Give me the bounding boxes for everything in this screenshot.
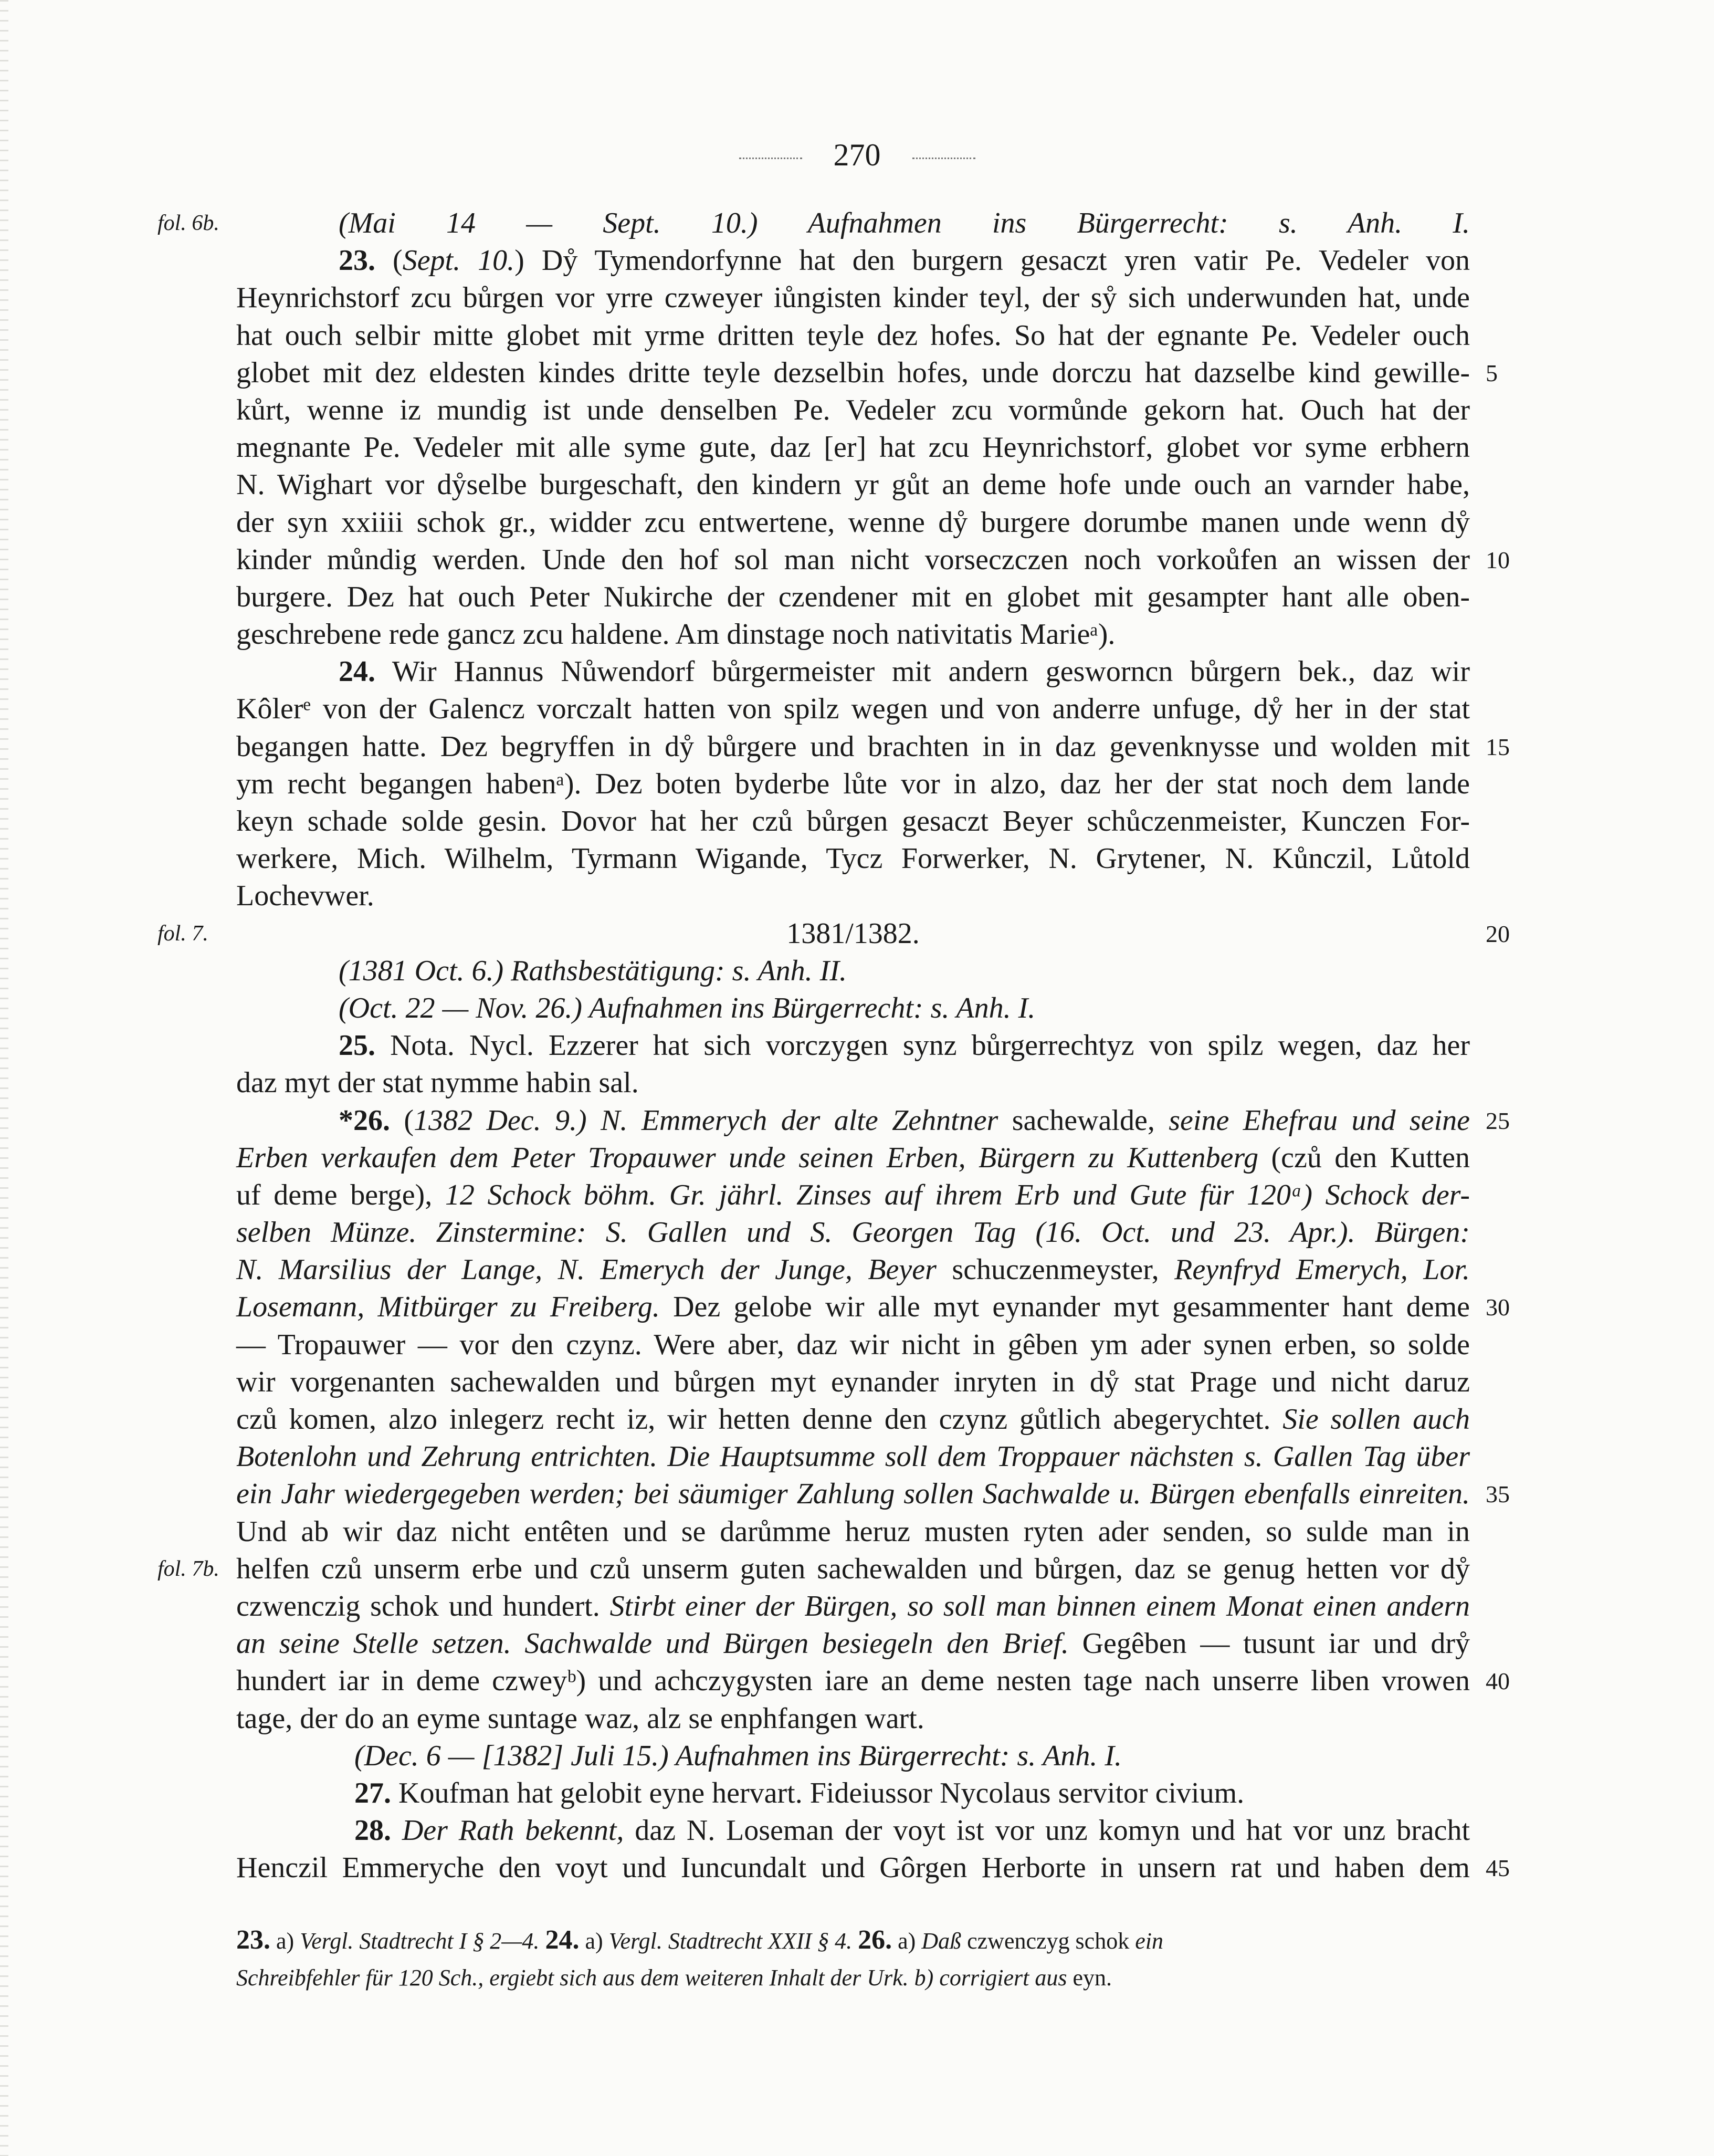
- text-run: 12 Schock böhm. Gr. jährl. Zinses auf ihrem Erb und Gute für 120ᵃ) Schock der-: [445, 1178, 1470, 1211]
- text-line: [236, 504, 1470, 541]
- text-run: selben Münze. Zinstermine: S. Gallen und S. Georgen Tag (16. Oct. und 23. Apr.). Bürgen:: [236, 1216, 1470, 1249]
- text-line: [236, 877, 1470, 915]
- text-run: N. Marsilius der Lange, N. Emerych der Junge, Beyer: [236, 1253, 937, 1286]
- text-line: [236, 1588, 1470, 1625]
- text-run: Und ab wir daz nicht entêten und se darůmme heruz musten ryten ader senden, so sulde man in: [236, 1515, 1470, 1548]
- entry-number: 25.: [339, 1029, 375, 1062]
- text-run: helfen czů unserm erbe und czů unserm guten sachewalden und bůrgen, daz se genug hetten vor dẙ: [236, 1552, 1470, 1585]
- text-line: [236, 541, 1510, 579]
- line-number: 5: [1486, 359, 1498, 386]
- text-line: [236, 653, 1470, 690]
- text-line: [236, 1812, 1470, 1849]
- line-number: 20: [1486, 920, 1510, 947]
- text-run: seine Ehefrau und seine: [1169, 1104, 1470, 1137]
- text-line: [236, 1775, 1470, 1812]
- text-run: (Mai 14 — Sept. 10.) Aufnahmen ins Bürgerrecht: s. Anh. I.: [339, 207, 1470, 239]
- text-line: [236, 803, 1470, 840]
- text-run: Nota. Nycl. Ezzerer hat sich vorczygen synz bůrgerrechtyz von spilz wegen, daz her: [375, 1029, 1470, 1062]
- line-number: 10: [1486, 546, 1510, 573]
- text-run: Heynrichstorf zcu bůrgen vor yrre czweyer iůngisten kinder teyl, der sẙ sich underwunden hat, unde: [236, 281, 1470, 315]
- folio-marker: fol. 6b.: [157, 211, 219, 235]
- footnote-run: a): [270, 1928, 300, 1954]
- text-line: [157, 1551, 1470, 1588]
- footnote-run: Schreibfehler für 120 Sch., ergiebt sich aus dem weiteren Inhalt der Urk. b) corrigiert aus: [236, 1965, 1067, 1991]
- footnote-run: Daß: [921, 1928, 962, 1954]
- text-run: Koufman hat gelobit eyne hervart. Fideiussor Nycolaus servitor civium.: [391, 1776, 1245, 1809]
- text-run: daz myt der stat nymme habin sal.: [236, 1066, 639, 1100]
- text-line: [236, 766, 1470, 803]
- text-run: an seine Stelle setzen. Sachwalde und Bürgen besiegeln den Brief.: [236, 1627, 1069, 1660]
- text-run: Lochevwer.: [236, 880, 374, 913]
- text-run: der syn xxiiii schok gr., widder zcu entwertene, wenne dẙ burgere dorumbe manen unde wenn dẙ: [236, 506, 1470, 539]
- text-run: daz N. Loseman der voyt ist vor unz komyn und hat vor unz bracht: [624, 1814, 1470, 1847]
- text-line: [236, 579, 1470, 616]
- text-run: keyn schade solde gesin. Dovor hat her czů bůrgen gesaczt Beyer schůczenmeister, Kunczen For-: [236, 805, 1470, 838]
- text-run: (: [390, 1104, 414, 1137]
- entry-number: *26.: [339, 1104, 390, 1137]
- text-run: czwenczig schok und hundert.: [236, 1589, 610, 1623]
- text-run: tage, der do an eyme suntage waz, alz se enphfangen wart.: [236, 1702, 924, 1735]
- line-number: 35: [1486, 1481, 1510, 1508]
- footnote-run: czwenczyg schok: [961, 1928, 1135, 1954]
- text-line: [236, 466, 1470, 504]
- footnote-run: [539, 1928, 545, 1954]
- text-run: schuczenmeyster,: [936, 1253, 1175, 1286]
- text-line: [236, 317, 1470, 354]
- text-run: Gegêben — tusunt iar und drẙ: [1068, 1627, 1470, 1660]
- folio-marker: fol. 7b.: [157, 1556, 219, 1581]
- text-line: [236, 1662, 1510, 1700]
- text-run: 1382 Dec. 9.) N. Emmerych der alte Zehntner: [414, 1104, 998, 1137]
- text-line: [236, 242, 1470, 279]
- text-run: — Tropauwer — vor den czynz. Were aber, daz wir nicht in gêben ym ader synen erben, so solde: [236, 1328, 1470, 1361]
- text-line: [236, 840, 1470, 877]
- entry-number: 28.: [354, 1814, 391, 1847]
- footnote-run: Vergl. Stadtrecht I § 2—4.: [300, 1928, 540, 1954]
- line-number: 40: [1486, 1668, 1510, 1695]
- text-line: [236, 392, 1470, 429]
- text-run: geschrebene rede gancz zcu haldene. Am dinstage noch nativitatis Marieᵃ).: [236, 618, 1116, 651]
- line-number: 25: [1486, 1107, 1510, 1134]
- scan-edge: [0, 0, 8, 2156]
- text-line: [157, 915, 1510, 953]
- footnote-run: Vergl. Stadtrecht XXII § 4.: [608, 1928, 853, 1954]
- text-line: [236, 728, 1510, 766]
- text-run: kinder můndig werden. Unde den hof sol man nicht vorseczczen noch vorkoůfen an wissen der: [236, 543, 1470, 576]
- text-run: Sie sollen auch: [1282, 1403, 1470, 1436]
- folio-marker: fol. 7.: [157, 921, 208, 946]
- text-line: [236, 1289, 1510, 1326]
- text-line: [236, 1139, 1470, 1177]
- text-line: [236, 1251, 1470, 1289]
- text-run: Reynfryd Emerych, Lor.: [1174, 1253, 1470, 1286]
- footnote-line: [236, 1922, 1470, 1960]
- text-run: N. Wighart vor dẙselbe burgeschaft, den kindern yr gůt an deme hofe unde ouch an varnder habe,: [236, 468, 1470, 501]
- text-run: hundert iar in deme czweyᵇ) und achczygysten iare an deme nesten tage nach unserre liben vrowen: [236, 1665, 1470, 1698]
- footnote-run: 23.: [236, 1925, 270, 1955]
- text-line: [236, 1738, 1470, 1775]
- footnote-run: 26.: [858, 1925, 892, 1955]
- header-rule-right: [912, 158, 975, 159]
- text-run: Henczil Emmeryche den voyt und Iuncundalt und Gôrgen Herborte in unsern rat und haben dem: [236, 1851, 1470, 1885]
- text-run: werkere, Mich. Wilhelm, Tyrmann Wigande, Tycz Forwerker, N. Grytener, N. Kůnczil, Lůtold: [236, 842, 1470, 875]
- footnote-run: ein: [1135, 1928, 1163, 1954]
- text-run: Erben verkaufen dem Peter Tropauwer unde seinen Erben, Bürgern zu Kuttenberg: [236, 1141, 1259, 1174]
- text-run: 1381/1382.: [786, 917, 920, 950]
- text-run: burgere. Dez hat ouch Peter Nukirche der czendener mit en globet mit gesampter hant alle oben-: [236, 580, 1470, 613]
- text-line: [236, 1214, 1470, 1251]
- text-run: (: [375, 244, 403, 277]
- text-line: [236, 1438, 1470, 1475]
- header-rule-left: [739, 158, 802, 159]
- entry-number: 24.: [339, 655, 375, 688]
- text-line: [236, 354, 1498, 392]
- text-run: megnante Pe. Vedeler mit alle syme gute, daz [er] hat zcu Heynrichstorf, globet vor syme erbhern: [236, 431, 1470, 464]
- text-line: [236, 1625, 1470, 1662]
- page-header: [0, 134, 1714, 176]
- text-line: [236, 1027, 1470, 1064]
- text-run: Dez gelobe wir alle myt eynander myt gesammenter hant deme: [659, 1291, 1470, 1324]
- text-line: [236, 1102, 1510, 1139]
- text-line: [236, 1326, 1470, 1364]
- text-run: ym recht begangen habenᵃ). Dez boten byderbe lůte vor in alzo, daz her der stat noch dem lande: [236, 767, 1470, 800]
- text-run: (czů den Kutten: [1258, 1141, 1470, 1174]
- text-run: (1381 Oct. 6.) Rathsbestätigung: s. Anh. II.: [339, 954, 847, 987]
- text-line: [236, 1513, 1470, 1551]
- footnotes: [236, 1922, 1470, 1996]
- text-line: [236, 1364, 1470, 1401]
- document-body: [157, 205, 1510, 1887]
- text-line: [236, 953, 1470, 990]
- page-number: 270: [833, 138, 881, 172]
- text-run: kůrt, wenne iz mundig ist unde denselben Pe. Vedeler zcu vormůnde gekorn hat. Ouch hat der: [236, 393, 1470, 426]
- footnote-run: [852, 1928, 858, 1954]
- text-run: Stirbt einer der Bürgen, so soll man binnen einem Monat einen andern: [609, 1589, 1470, 1623]
- text-run: Kôlerᵉ von der Galencz vorczalt hatten von spilz wegen und von anderre unfuge, dẙ her in der stat: [236, 693, 1470, 726]
- entry-number: 23.: [339, 244, 375, 277]
- text-run: hat ouch selbir mitte globet mit yrme dritten teyle dez hofes. So hat der egnante Pe. Vedeler ouch: [236, 319, 1470, 352]
- text-run: (Oct. 22 — Nov. 26.) Aufnahmen ins Bürgerrecht: s. Anh. I.: [339, 991, 1036, 1024]
- footnote-run: eyn.: [1067, 1965, 1112, 1991]
- text-line: [236, 1177, 1470, 1214]
- text-run: [391, 1814, 402, 1847]
- footnote-line: [236, 1960, 1470, 1996]
- text-run: begangen hatte. Dez begryffen in dẙ bůrgere und brachten in in daz gevenknysse und wolden mit: [236, 730, 1470, 763]
- text-line: [236, 1700, 1470, 1738]
- text-run: wir vorgenanten sachewalden und bůrgen myt eynander inryten in dẙ stat Prage und nicht daruz: [236, 1365, 1470, 1398]
- text-run: Wir Hannus Nůwendorf bůrgermeister mit andern gesworncn bůrgern bek., daz wir: [375, 655, 1470, 688]
- footnote-run: a): [892, 1928, 922, 1954]
- text-line: [236, 1849, 1510, 1887]
- entry-number: 27.: [354, 1776, 391, 1809]
- text-line: [236, 1401, 1470, 1438]
- text-line: [236, 990, 1470, 1027]
- text-run: sachewalde,: [998, 1104, 1169, 1137]
- text-run: Sept. 10.: [402, 244, 515, 277]
- text-run: Der Rath bekennt,: [402, 1814, 624, 1847]
- line-number: 45: [1486, 1855, 1510, 1882]
- footnote-run: a): [579, 1928, 609, 1954]
- text-run: czů komen, alzo inlegerz recht iz, wir hetten denne den czynz gůtlich abegerychtet.: [236, 1403, 1283, 1436]
- footnote-run: 24.: [545, 1925, 580, 1955]
- text-run: globet mit dez eldesten kindes dritte teyle dezselbin hofes, unde dorczu hat dazselbe kind gewille-: [236, 356, 1470, 389]
- text-line: [236, 690, 1470, 728]
- text-run: uf deme berge),: [236, 1178, 445, 1211]
- text-run: ) Dẙ Tymendorfynne hat den burgern gesaczt yren vatir Pe. Vedeler von: [514, 244, 1470, 277]
- text-run: Botenlohn und Zehrung entrichten. Die Hauptsumme soll dem Troppauer nächsten s. Gallen Tag über: [236, 1440, 1470, 1473]
- text-line: [157, 205, 1470, 242]
- text-line: [236, 1475, 1510, 1513]
- line-number: 15: [1486, 733, 1510, 760]
- line-number: 30: [1486, 1294, 1510, 1321]
- text-line: [236, 616, 1470, 653]
- text-line: [236, 429, 1470, 466]
- text-line: [236, 279, 1470, 317]
- text-run: (Dec. 6 — [1382] Juli 15.) Aufnahmen ins Bürgerrecht: s. Anh. I.: [354, 1739, 1122, 1772]
- text-line: [236, 1064, 1470, 1102]
- text-run: ein Jahr wiedergegeben werden; bei säumiger Zahlung sollen Sachwalde u. Bürgen ebenfalls einreiten.: [236, 1478, 1470, 1511]
- text-run: Losemann, Mitbürger zu Freiberg.: [236, 1291, 660, 1324]
